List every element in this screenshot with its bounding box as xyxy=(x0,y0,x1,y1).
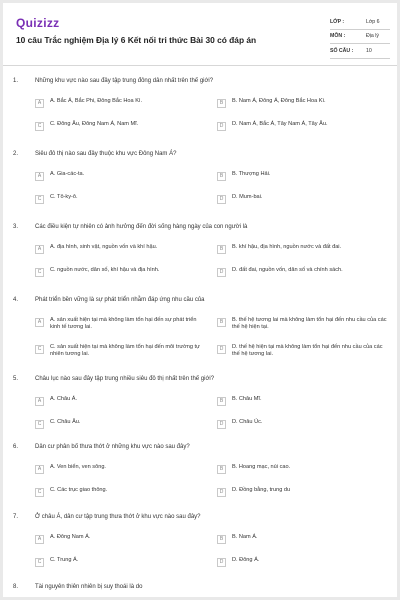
answer-option-b[interactable] xyxy=(217,317,387,332)
question-block xyxy=(3,512,397,565)
answer-option-c[interactable] xyxy=(35,487,200,497)
meta-value: Địa lý xyxy=(366,33,379,40)
option-letter-box: D xyxy=(217,488,226,497)
option-letter-box: A xyxy=(35,397,44,406)
answer-option-b[interactable] xyxy=(217,534,387,544)
option-letter-box: C xyxy=(35,268,44,277)
option-letter-box: A xyxy=(35,99,44,108)
option-text: B. thế hệ tương lai mà không làm tổn hại đến nhu cầu của các thế hệ hiện tại. xyxy=(232,317,387,331)
answer-option-a[interactable] xyxy=(35,244,200,254)
question-text: Những khu vực nào sau đây tập trung đông dân nhất trên thế giới? xyxy=(35,78,214,84)
worksheet-page xyxy=(3,3,397,597)
question-header xyxy=(3,76,397,90)
option-text: B. Nam Á. xyxy=(232,534,258,540)
option-letter-box: A xyxy=(35,535,44,544)
question-header xyxy=(3,442,397,456)
question-block xyxy=(3,374,397,427)
question-number: 2. xyxy=(13,151,19,157)
option-letter-box: B xyxy=(217,172,226,181)
option-text: A. Châu Á. xyxy=(50,396,78,402)
question-header xyxy=(3,149,397,163)
question-block xyxy=(3,295,397,358)
answer-option-a[interactable] xyxy=(35,98,200,108)
option-text: C. Các trục giao thông. xyxy=(50,487,108,493)
option-text: C. Đông Âu, Đông Nam Á, Nam Mĩ. xyxy=(50,121,139,127)
answer-option-d[interactable] xyxy=(217,557,387,567)
option-letter-box: D xyxy=(217,268,226,277)
meta-row-class xyxy=(330,15,390,30)
option-text: D. Châu Úc. xyxy=(232,419,263,425)
answer-option-d[interactable] xyxy=(217,344,387,359)
worksheet-header xyxy=(3,3,397,65)
question-header xyxy=(3,512,397,526)
option-letter-box: C xyxy=(35,195,44,204)
answer-option-c[interactable] xyxy=(35,121,200,131)
question-header xyxy=(3,222,397,236)
quizizz-logo: Quizizz xyxy=(16,16,60,30)
question-text: Siêu đô thị nào sau đây thuộc khu vực Đông Nam Á? xyxy=(35,151,177,157)
option-letter-box: D xyxy=(217,195,226,204)
option-text: A. Ven biển, ven sông. xyxy=(50,464,106,470)
meta-label: MÔN : xyxy=(330,33,346,40)
question-header xyxy=(3,374,397,388)
question-text: Ở châu Á, dân cư tập trung thưa thớt ở khu vực nào sau đây? xyxy=(35,514,201,520)
meta-value: Lớp 6 xyxy=(366,18,380,25)
question-text: Tài nguyên thiên nhiên bị suy thoái là do xyxy=(35,584,143,590)
option-text: A. Đông Nam Á. xyxy=(50,534,91,540)
option-letter-box: C xyxy=(35,488,44,497)
option-letter-box: A xyxy=(35,465,44,474)
worksheet-title: 10 câu Trắc nghiệm Địa lý 6 Kết nối tri thức Bài 30 có đáp án xyxy=(16,35,257,45)
question-header xyxy=(3,582,397,596)
answer-option-a[interactable] xyxy=(35,317,200,332)
question-number: 3. xyxy=(13,224,19,230)
answer-option-d[interactable] xyxy=(217,267,387,277)
answer-option-c[interactable] xyxy=(35,344,200,359)
question-block xyxy=(3,442,397,495)
option-letter-box: A xyxy=(35,245,44,254)
option-letter-box: D xyxy=(217,420,226,429)
question-block xyxy=(3,582,397,596)
question-number: 8. xyxy=(13,584,19,590)
question-text: Phát triển bền vững là sự phát triển nhằm đáp ứng nhu cầu của xyxy=(35,297,205,303)
option-letter-box: B xyxy=(217,397,226,406)
option-text: B. Thượng Hải. xyxy=(232,171,271,177)
meta-value: 10 xyxy=(366,47,372,54)
answer-option-b[interactable] xyxy=(217,396,387,406)
option-text: C. Trung Á. xyxy=(50,557,79,563)
option-letter-box: D xyxy=(217,345,226,354)
option-letter-box: B xyxy=(217,535,226,544)
answer-option-c[interactable] xyxy=(35,419,200,429)
question-text: Châu lục nào sau đây tập trung nhiều siêu đô thị nhất trên thế giới? xyxy=(35,376,215,382)
option-text: C. sản xuất hiện tại mà không làm tổn hại đến môi trường tự nhiên tương lai. xyxy=(50,344,200,358)
option-letter-box: D xyxy=(217,122,226,131)
answer-option-c[interactable] xyxy=(35,194,200,204)
answer-option-b[interactable] xyxy=(217,98,387,108)
option-letter-box: A xyxy=(35,318,44,327)
option-text: C. Tô-ky-ô. xyxy=(50,194,78,200)
option-text: A. Bắc Á, Bắc Phi, Đông Bắc Hoa Kì. xyxy=(50,98,143,104)
answer-option-d[interactable] xyxy=(217,487,387,497)
meta-row-subject xyxy=(330,30,390,45)
option-letter-box: C xyxy=(35,558,44,567)
question-number: 1. xyxy=(13,78,19,84)
answer-option-a[interactable] xyxy=(35,534,200,544)
question-number: 4. xyxy=(13,297,19,303)
option-letter-box: C xyxy=(35,345,44,354)
answer-option-c[interactable] xyxy=(35,267,200,277)
answer-option-d[interactable] xyxy=(217,194,387,204)
meta-label: LỚP : xyxy=(330,18,345,25)
option-text: B. khí hậu, địa hình, nguồn nước và đất đai. xyxy=(232,244,342,250)
question-block xyxy=(3,76,397,129)
answer-option-c[interactable] xyxy=(35,557,200,567)
answer-option-a[interactable] xyxy=(35,171,200,181)
answer-option-b[interactable] xyxy=(217,171,387,181)
header-divider xyxy=(3,65,397,66)
meta-label: SỐ CÂU : xyxy=(330,47,354,54)
answer-option-b[interactable] xyxy=(217,464,387,474)
option-letter-box: B xyxy=(217,99,226,108)
option-text: D. Nam Á, Bắc Á, Tây Nam Á, Tây Âu. xyxy=(232,121,328,127)
question-number: 7. xyxy=(13,514,19,520)
option-letter-box: B xyxy=(217,318,226,327)
option-text: B. Hoang mạc, núi cao. xyxy=(232,464,291,470)
option-text: A. địa hình, sinh vật, nguồn vốn và khí hậu. xyxy=(50,244,158,250)
question-text: Các điều kiện tự nhiên có ảnh hưởng đến đời sống hàng ngày của con người là xyxy=(35,224,248,230)
answer-option-a[interactable] xyxy=(35,464,200,474)
question-text: Dân cư phân bố thưa thớt ở những khu vực nào sau đây? xyxy=(35,444,190,450)
option-text: D. đất đai, nguồn vốn, dân số và chính sách. xyxy=(232,267,343,273)
option-text: C. nguồn nước, dân số, khí hậu và địa hình. xyxy=(50,267,160,273)
answer-option-d[interactable] xyxy=(217,121,387,131)
option-text: B. Nam Á, Đông Á, Đông Bắc Hoa Kì. xyxy=(232,98,326,104)
option-text: D. Mum-bai. xyxy=(232,194,263,200)
question-block xyxy=(3,222,397,275)
option-text: D. thế hệ hiện tại mà không làm tổn hại đến nhu cầu của các thế hệ tương lai. xyxy=(232,344,383,358)
option-text: B. Châu Mĩ. xyxy=(232,396,262,402)
answer-option-a[interactable] xyxy=(35,396,200,406)
option-text: A. Gia-các-ta. xyxy=(50,171,85,177)
question-number: 6. xyxy=(13,444,19,450)
option-letter-box: C xyxy=(35,122,44,131)
worksheet-meta xyxy=(330,15,390,59)
option-letter-box: B xyxy=(217,245,226,254)
option-letter-box: A xyxy=(35,172,44,181)
option-letter-box: D xyxy=(217,558,226,567)
meta-row-count xyxy=(330,44,390,59)
option-letter-box: C xyxy=(35,420,44,429)
question-header xyxy=(3,295,397,309)
option-text: D. Đồng bằng, trung du xyxy=(232,487,291,493)
answer-option-b[interactable] xyxy=(217,244,387,254)
option-letter-box: B xyxy=(217,465,226,474)
option-text: C. Châu Âu. xyxy=(50,419,81,425)
option-text: A. sản xuất hiện tại mà không làm tổn hại đến sự phát triển kinh tế tương lai. xyxy=(50,317,197,331)
answer-option-d[interactable] xyxy=(217,419,387,429)
option-text: D. Đông Á. xyxy=(232,557,260,563)
question-block xyxy=(3,149,397,202)
question-number: 5. xyxy=(13,376,19,382)
